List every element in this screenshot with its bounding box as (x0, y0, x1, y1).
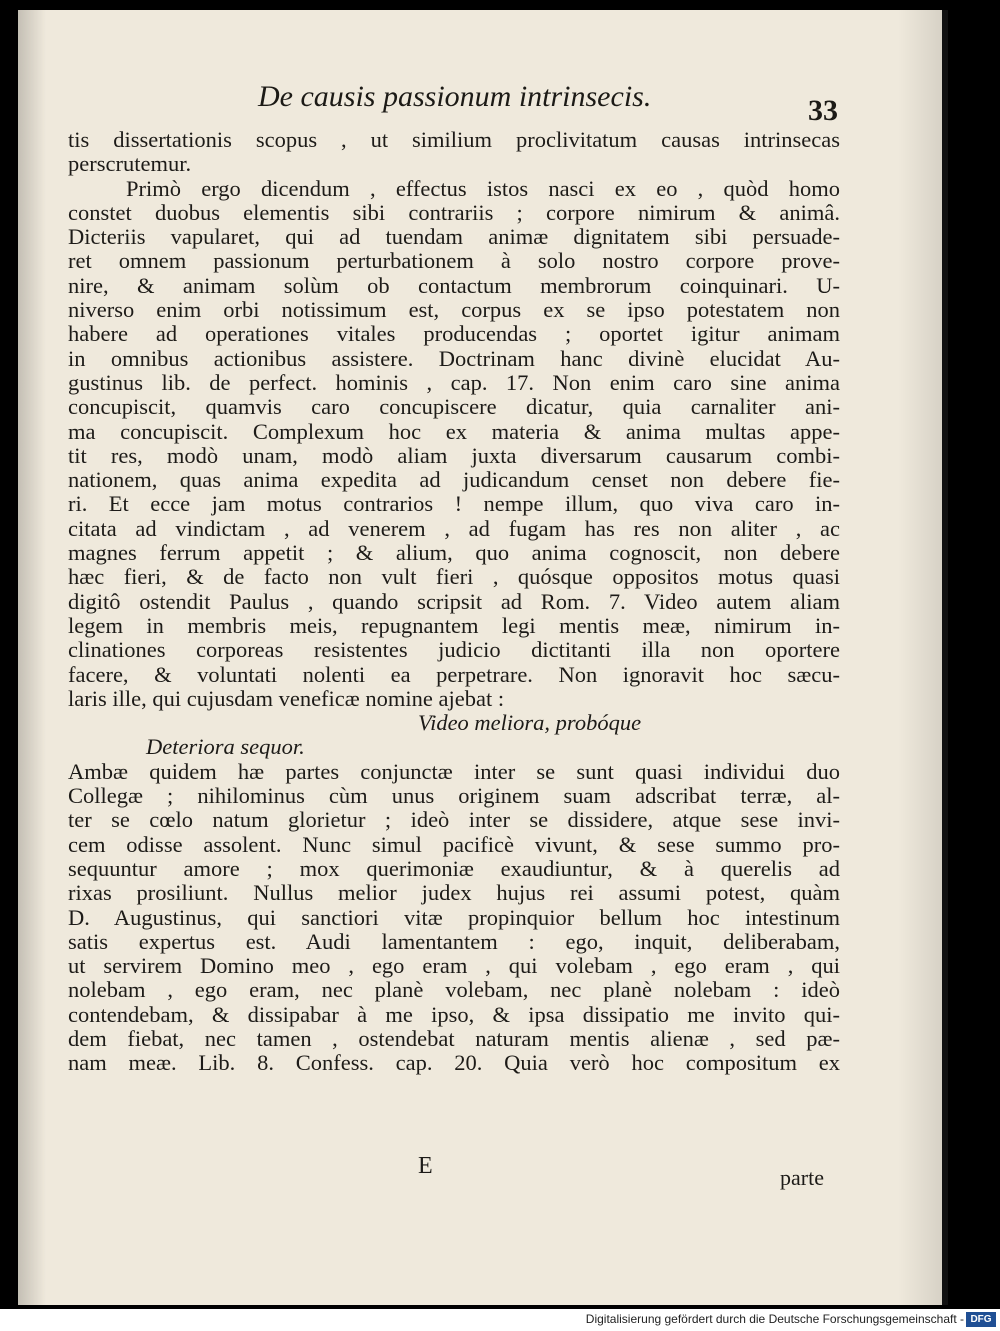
text-line: ma concupiscit. Complexum hoc ex materia & anima multas appe- (68, 418, 840, 444)
page-number: 33 (808, 94, 838, 127)
footer-credit: Digitalisierung gefördert durch die Deutsche Forschungsgemeinschaft - (585, 1312, 964, 1326)
text-line: digitô ostendit Paulus , quando scripsit ad Rom. 7. Video autem aliam (68, 588, 840, 614)
signature-mark: E (418, 1153, 433, 1179)
text-line: clinationes corporeas resistentes judicio dictitanti illa non oportere (68, 637, 840, 663)
text-line: concupiscit, quamvis caro concupiscere dicatur, quia carnaliter ani- (68, 394, 840, 420)
text-line: hæc fieri, & de facto non vult fieri , quósque oppositos motus quasi (68, 564, 840, 590)
text-line: nam meæ. Lib. 8. Confess. cap. 20. Quia verò hoc compositum ex (68, 1050, 840, 1076)
verse-line: Video meliora, probóque (418, 710, 642, 736)
text-line: ri. Et ecce jam motus contrarios ! nempe illum, quo viva caro in- (68, 491, 840, 517)
body-text (68, 128, 840, 1076)
text-line: rixas prosiliunt. Nullus melior judex hujus rei assumi potest, quàm (68, 880, 840, 906)
text-line: magnes ferrum appetit ; & alium, quo anima cognoscit, non debere (68, 540, 840, 566)
dfg-logo-icon: DFG (966, 1312, 996, 1327)
text-line: sequuntur amore ; mox querimoniæ exaudiuntur, & à querelis ad (68, 855, 840, 881)
text-line: habere ad operationes vitales producendas ; oportet igitur animam (68, 321, 840, 347)
verse-line: Deteriora sequor. (146, 734, 305, 760)
text-line: tit res, modò unam, modò aliam juxta diversarum causarum combi- (68, 442, 840, 468)
text-line: cem odisse assolent. Nunc simul pacificè vivunt, & sese summo pro- (68, 831, 840, 857)
text-line: Dicteriis vapularet, qui ad tuendam animæ dignitatem sibi persuade- (68, 224, 840, 250)
text-line: D. Augustinus, qui sanctiori vitæ propinquior bellum hoc intestinum (68, 904, 840, 930)
text-line: laris ille, qui cujusdam veneficæ nomine ajebat : (68, 685, 505, 711)
text-line: niverso enim orbi notissimum est, corpus ex se ipso potestatem non (68, 297, 840, 323)
text-line: ter se cœlo natum glorietur ; ideò inter se dissidere, atque sese invi- (68, 807, 840, 833)
scanned-page (18, 10, 942, 1305)
text-line: gustinus lib. de perfect. hominis , cap. 17. Non enim caro sine anima (68, 369, 840, 395)
text-line: legem in membris meis, repugnantem legi mentis meæ, nimirum in- (68, 612, 840, 638)
text-line: perscrutemur. (68, 151, 192, 177)
text-line: citata ad vindictam , ad venerem , ad fugam has res non aliter , ac (68, 515, 840, 541)
text-line: facere, & voluntati nolenti ea perpetrare. Non ignoravit hoc sæcu- (68, 661, 840, 687)
text-line: Ambæ quidem hæ partes conjunctæ inter se sunt quasi individui duo (68, 758, 840, 784)
text-line: ut servirem Domino meo , ego eram , qui volebam , ego eram , qui (68, 953, 840, 979)
text-line: nationem, quas anima expedita ad judicandum censet non debere fie- (68, 467, 840, 493)
catchword: parte (780, 1165, 824, 1190)
text-line: ret omnem passionum perturbationem à solo nostro corpore prove- (68, 248, 840, 274)
text-line: Primò ergo dicendum , effectus istos nasci ex eo , quòd homo (126, 175, 840, 201)
footer-bar (0, 1309, 1000, 1331)
text-line: constet duobus elementis sibi contrariis ; corpore nimirum & animâ. (68, 199, 840, 225)
text-line: nire, & animam solùm ob contactum membrorum coinquinari. U- (68, 272, 840, 298)
text-line: satis expertus est. Audi lamentantem : ego, inquit, deliberabam, (68, 928, 840, 954)
text-line: in omnibus actionibus assistere. Doctrinam hanc divinè elucidat Au- (68, 345, 840, 371)
text-line: contendebam, & dissipabar à me ipso, & ipsa dissipatio me invito qui- (68, 1001, 840, 1027)
running-head: De causis passionum intrinsecis. (258, 80, 652, 113)
text-line: dem fiebat, nec tamen , ostendebat naturam mentis alienæ , sed pæ- (68, 1025, 840, 1051)
text-line: nolebam , ego eram, nec planè volebam, nec planè nolebam : ideò (68, 977, 840, 1003)
text-line: Collegæ ; nihilominus cùm unus originem suam adscribat terræ, al- (68, 783, 840, 809)
text-line: tis dissertationis scopus , ut similium proclivitatum causas intrinsecas (68, 127, 840, 152)
